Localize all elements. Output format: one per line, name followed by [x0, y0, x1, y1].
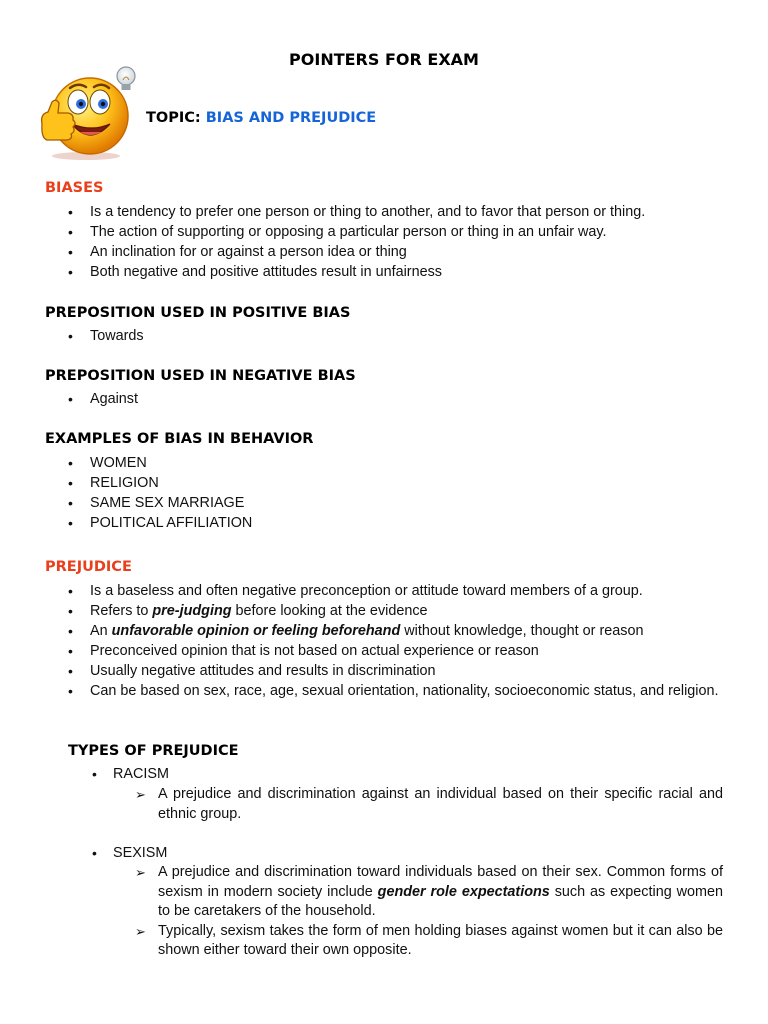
list-item: • Usually negative attitudes and results in discrimination: [46, 661, 723, 681]
list-item: [135, 922, 723, 961]
biases-heading: BIASES: [45, 180, 104, 196]
positive-bias-heading: PREPOSITION USED IN POSITIVE BIAS: [45, 305, 351, 321]
sexism-item: [92, 843, 168, 863]
list-item: • The action of supporting or opposing a particular person or thing in an unfair way.: [46, 222, 726, 242]
racism-item: [92, 764, 169, 784]
sexism-detail-2: Typically, sexism takes the form of men holding biases against women but it can also be shown either toward their own opposite.: [158, 922, 723, 959]
topic-label: TOPIC:: [146, 110, 201, 126]
list-item: • POLITICAL AFFILIATION: [46, 513, 726, 533]
list-item: [46, 601, 723, 621]
list-item: • Towards: [46, 326, 726, 346]
list-item: • Preconceived opinion that is not based on actual experience or reason: [46, 641, 723, 661]
list-item: • Can be based on sex, race, age, sexual orientation, nationality, socioeconomic status, and religion.: [46, 681, 723, 701]
list-item: • An inclination for or against a person idea or thing: [46, 242, 726, 262]
list-item: [46, 621, 723, 641]
negative-bias-list: [46, 389, 726, 409]
arrowhead-bullet-icon: ➢: [135, 865, 146, 880]
examples-heading: EXAMPLES OF BIAS IN BEHAVIOR: [45, 431, 314, 447]
prejudice-list: [46, 581, 723, 701]
arrowhead-bullet-icon: ➢: [135, 787, 146, 802]
biases-list: [46, 202, 726, 282]
bullet-icon: •: [92, 766, 97, 782]
emphasis-text: unfavorable opinion or feeling beforehand: [111, 623, 401, 639]
sexism-detail-list: [135, 863, 723, 961]
arrowhead-bullet-icon: ➢: [135, 923, 146, 939]
list-item: • Both negative and positive attitudes result in unfairness: [46, 262, 726, 282]
sexism-label: SEXISM: [113, 845, 168, 861]
item-text: An: [90, 623, 112, 639]
topic-line: [146, 110, 376, 126]
examples-list: [46, 453, 726, 533]
item-text: Refers to: [90, 603, 153, 619]
topic-value: BIAS AND PREJUDICE: [205, 110, 377, 126]
lightbulb-icon: [117, 67, 135, 90]
racism-label: RACISM: [113, 766, 169, 782]
item-text: A prejudice and discrimination toward individuals based on their sex. Common forms of sexism in modern society include: [158, 864, 723, 900]
item-text: without knowledge, thought or reason: [400, 623, 644, 639]
bullet-icon: •: [92, 845, 97, 861]
smiley-thumbs-up-lightbulb-icon: [34, 62, 144, 162]
prejudice-heading: PREJUDICE: [45, 559, 132, 575]
item-text: such as expecting women to be caretakers of the household.: [158, 883, 723, 920]
list-item: • WOMEN: [46, 453, 726, 473]
list-item: • Is a tendency to prefer one person or thing to another, and to favor that person or thing.: [46, 202, 726, 222]
negative-bias-heading: PREPOSITION USED IN NEGATIVE BIAS: [45, 368, 356, 384]
emphasis-text: pre-judging: [152, 603, 232, 619]
list-item: [135, 785, 723, 824]
list-item: • SAME SEX MARRIAGE: [46, 493, 726, 513]
list-item: • Is a baseless and often negative preconception or attitude toward members of a group.: [46, 581, 723, 601]
list-item: [135, 863, 723, 922]
types-heading: TYPES OF PREJUDICE: [68, 743, 239, 759]
list-item: • RELIGION: [46, 473, 726, 493]
emphasis-text: gender role expectations: [377, 883, 550, 900]
racism-detail-list: [135, 785, 723, 824]
page-title: POINTERS FOR EXAM: [289, 50, 479, 69]
list-item: • Against: [46, 389, 726, 409]
racism-detail: A prejudice and discrimination against an individual based on their specific racial and ethnic group.: [158, 786, 723, 822]
item-text: before looking at the evidence: [231, 603, 428, 619]
positive-bias-list: [46, 326, 726, 346]
